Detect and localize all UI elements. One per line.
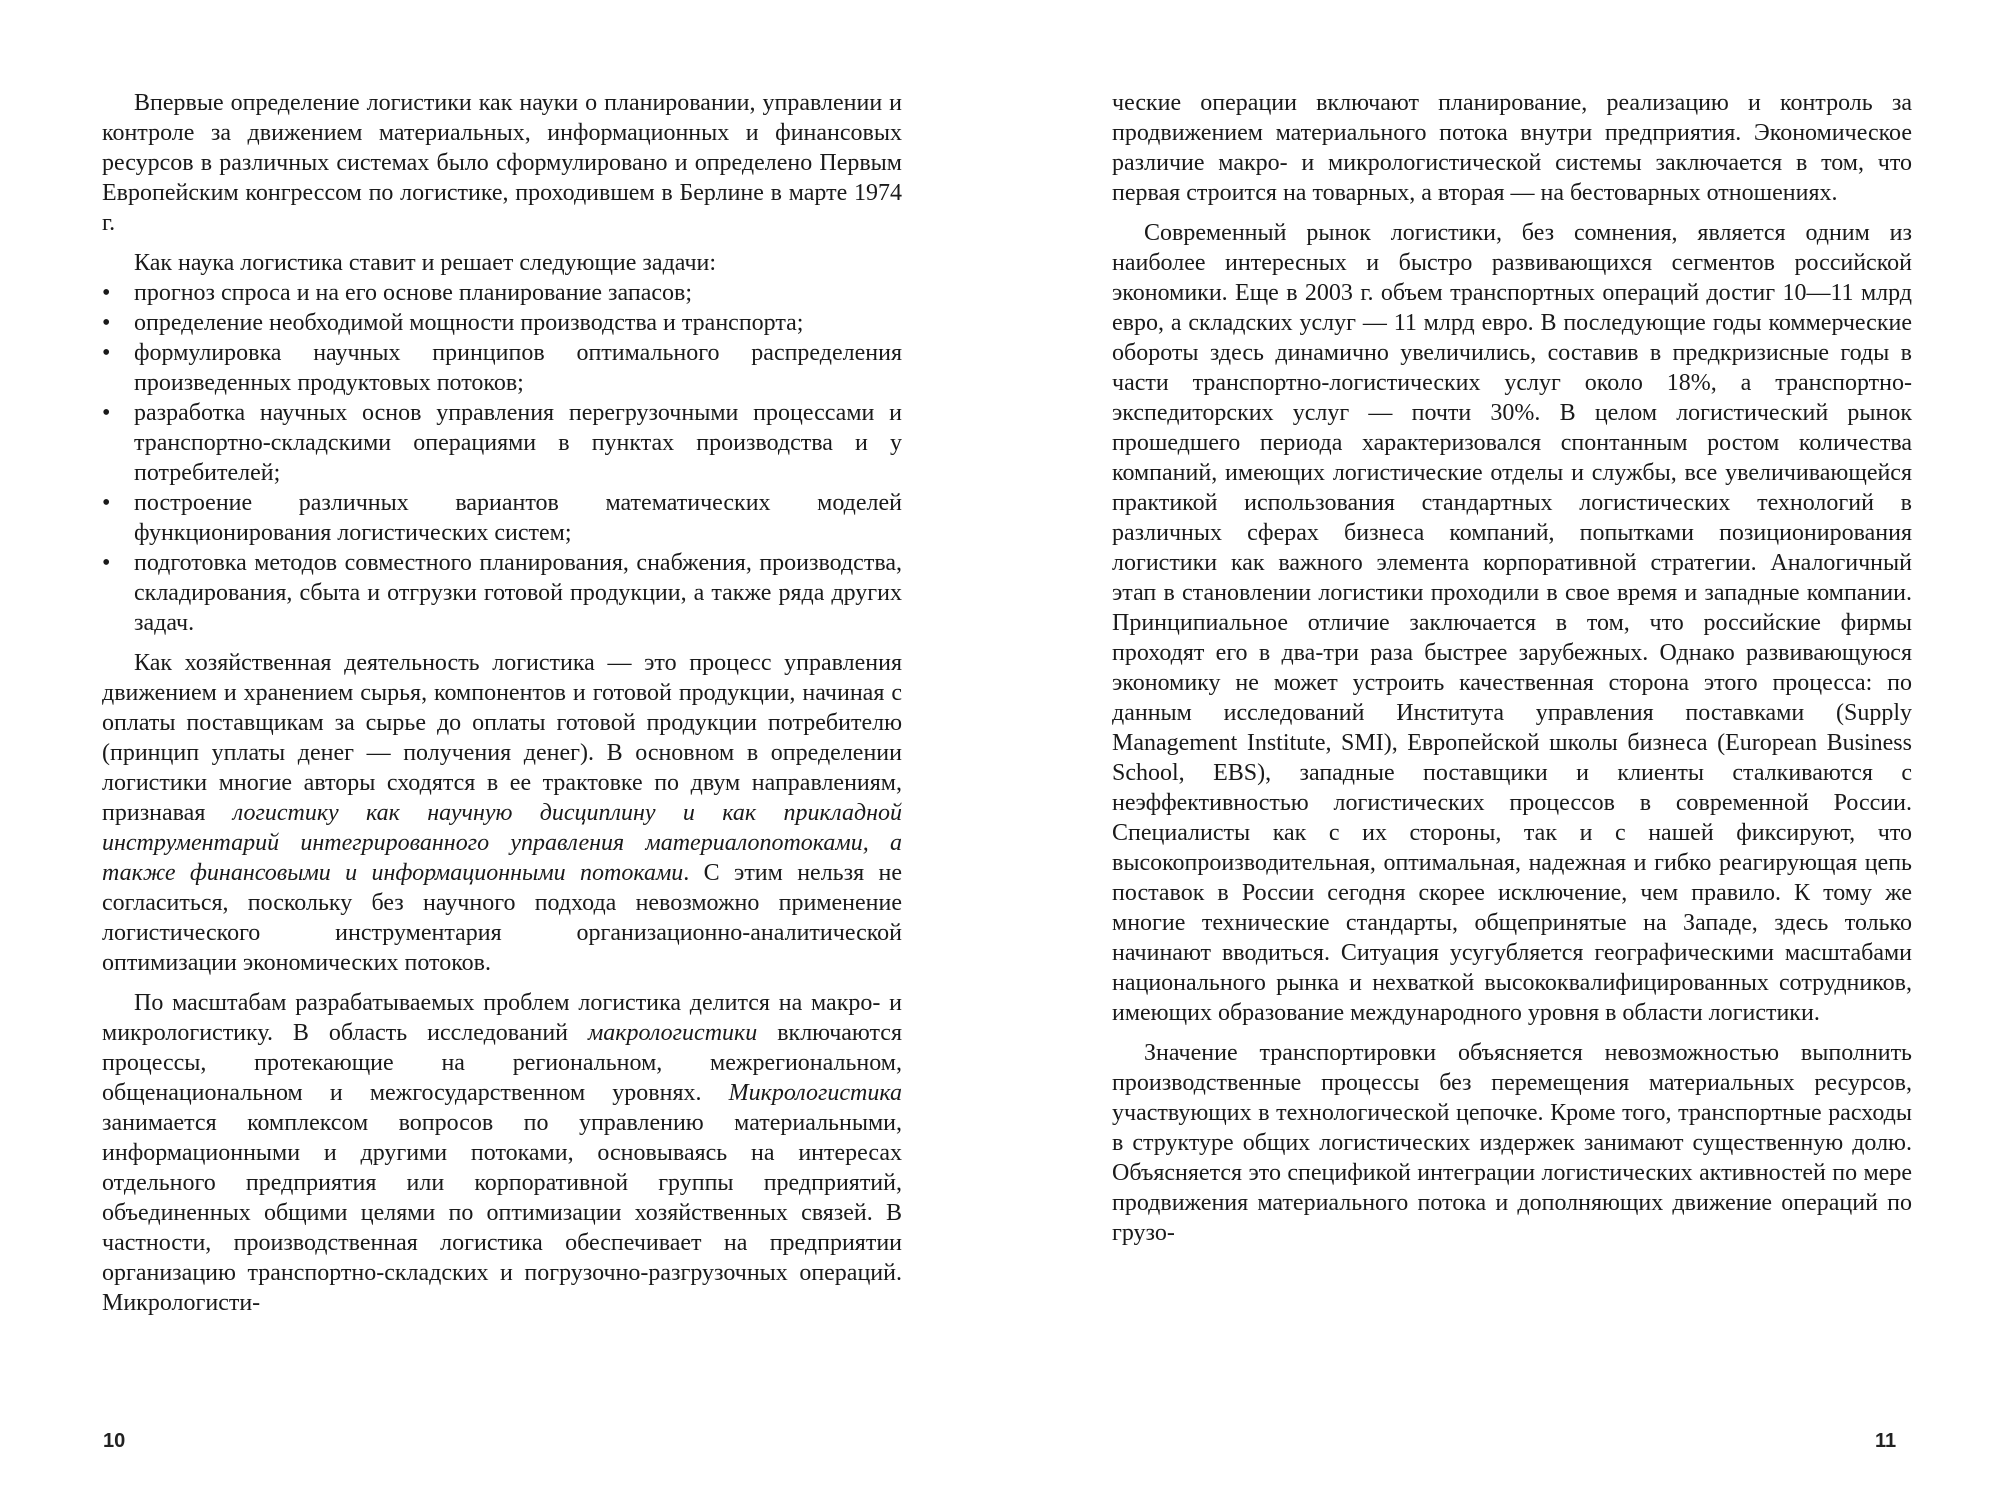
list-item-text: определение необходимой мощности производства и транспорта; (134, 310, 804, 336)
italic-text: Микрологистика (728, 1080, 902, 1106)
list-item (102, 338, 902, 398)
paragraph-text: Как хозяйственная деятельность логистика — это процесс управления движением и хранением сырья, компонентов и готовой продукции, начиная с оплаты поставщикам за сырье до оплаты готовой продукции потребителю (принцип уплаты денег — получения денег). В основном в определении логистики многие авторы сходятся в ее трактовке по двум направлениям, признавая (102, 650, 902, 826)
list-item-text: прогноз спроса и на его основе планирование запасов; (134, 280, 693, 306)
list-item (102, 398, 902, 488)
list-item (102, 278, 902, 308)
paragraph-economic-activity (102, 648, 902, 978)
bullet-icon: • (102, 400, 111, 426)
paragraph-logistics-definition: Впервые определение логистики как науки о планировании, управлении и контроле за движением материальных, информационных и финансовых ресурсов в различных системах было сформулировано и определено Первым Европейским конгрессом по логистике, проходившем в Берлине в марте 1974 г. (102, 90, 902, 236)
paragraph-text: занимается комплексом вопросов по управлению материальными, информационными и другими потоками, основываясь на интересах отдельного предприятия или корпоративной группы предприятий, объединенных общими целями по оптимизации хозяйственных связей. В частности, производственная логистика обеспечивает на предприятии организацию транспортно-складских и погрузочно-разгрузочных операций. Микрологисти- (102, 1110, 902, 1316)
list-item-text: формулировка научных принципов оптимального распределения произведенных продуктовых потоков; (134, 340, 902, 396)
right-page (1112, 88, 1912, 1258)
page-number-left: 10 (103, 1430, 126, 1452)
paragraph-text: . С этим нельзя не согласиться, поскольку без научного подхода невозможно применение логистического инструментария организационно-аналитической оптимизации экономических потоков. (102, 860, 902, 976)
italic-text: макрологистики (587, 1020, 758, 1046)
bullet-icon: • (102, 280, 111, 306)
paragraph-logistics-market: Современный рынок логистики, без сомнения, является одним из наиболее интересных и быстро развивающихся сегментов российской экономики. Еще в 2003 г. объем транспортных операций достиг 10—11 млрд евро, а складских услуг — 11 млрд евро. В последующие годы коммерческие обороты здесь динамично увеличились, составив в предкризисные годы в части транспортно-логистических услуг около 18%, а транспортно-экспедиторских услуг — почти 30%. В целом логистический рынок прошедшего периода характеризовался спонтанным ростом количества компаний, имеющих логистические отделы и службы, все увеличивающейся практикой использования стандартных логистических технологий в различных сферах бизнеса компаний, попытками позиционирования логистики как важного элемента корпоративной стратегии. Аналогичный этап в становлении логистики проходили в свое время и западные компании. Принципиальное отличие заключается в том, что российские фирмы проходят его в два-три раза быстрее зарубежных. Однако развивающуюся экономику не может устроить качественная сторона этого процесса: по данным исследований Института управления поставками (Supply Management Institute, SMI), Европейской школы бизнеса (European Business School, EBS), западные поставщики и клиенты сталкиваются с неэффективностью логистических процессов в современной России. Специалисты как с их стороны, так и с нашей фиксируют, что высокопроизводительная, оптимальная, надежная и гибко реагирующая цепь поставок в России сегодня скорее исключение, чем правило. К тому же многие технические стандарты, общепринятые на Западе, здесь только начинают вводиться. Ситуация усугубляется географическими масштабами национального рынка и нехваткой высококвалифицированных сотрудников, имеющих образование международного уровня в области логистики. (1112, 220, 1912, 1026)
bullet-icon: • (102, 490, 111, 516)
tasks-list (102, 278, 902, 638)
list-item-text: построение различных вариантов математических моделей функционирования логистических систем; (134, 490, 902, 546)
paragraph-continuation: ческие операции включают планирование, реализацию и контроль за продвижением материального потока внутри предприятия. Экономическое различие макро- и микрологистической системы заключается в том, что первая строится на товарных, а вторая — на бестоварных отношениях. (1112, 90, 1912, 206)
italic-text: логистику как научную дисциплину и как прикладной инструментарий интегрированного управления материалопотоками, а также финансовыми и информационными потоками (102, 800, 902, 886)
list-item-text: подготовка методов совместного планирования, снабжения, производства, складирования, сбыта и отгрузки готовой продукции, а также ряда других задач. (134, 550, 902, 636)
paragraph-text: включаются процессы, протекающие на региональном, межрегиональном, общенациональном и межгосударственном уровнях. (102, 1020, 902, 1106)
list-intro: Как наука логистика ставит и решает следующие задачи: (134, 250, 717, 276)
paragraph-text: По масштабам разрабатываемых проблем логистика делится на макро- и микрологистику. В область исследований (102, 990, 902, 1046)
list-item (102, 488, 902, 548)
bullet-icon: • (102, 550, 111, 576)
list-item-text: разработка научных основ управления перегрузочными процессами и транспортно-складскими операциями в пунктах производства и у потребителей; (134, 400, 902, 486)
page-number-right: 11 (1875, 1430, 1897, 1452)
bullet-icon: • (102, 340, 111, 366)
left-page (102, 88, 902, 1328)
list-item (102, 308, 902, 338)
bullet-icon: • (102, 310, 111, 336)
paragraph-transportation: Значение транспортировки объясняется невозможностью выполнить производственные процессы без перемещения материальных ресурсов, участвующих в технологической цепочке. Кроме того, транспортные расходы в структуре общих логистических издержек занимают существенную долю. Объясняется это спецификой интеграции логистических активностей по мере продвижения материального потока и дополняющих движение операций по грузо- (1112, 1040, 1912, 1246)
paragraph-macro-micro (102, 988, 902, 1318)
list-item (102, 548, 902, 638)
